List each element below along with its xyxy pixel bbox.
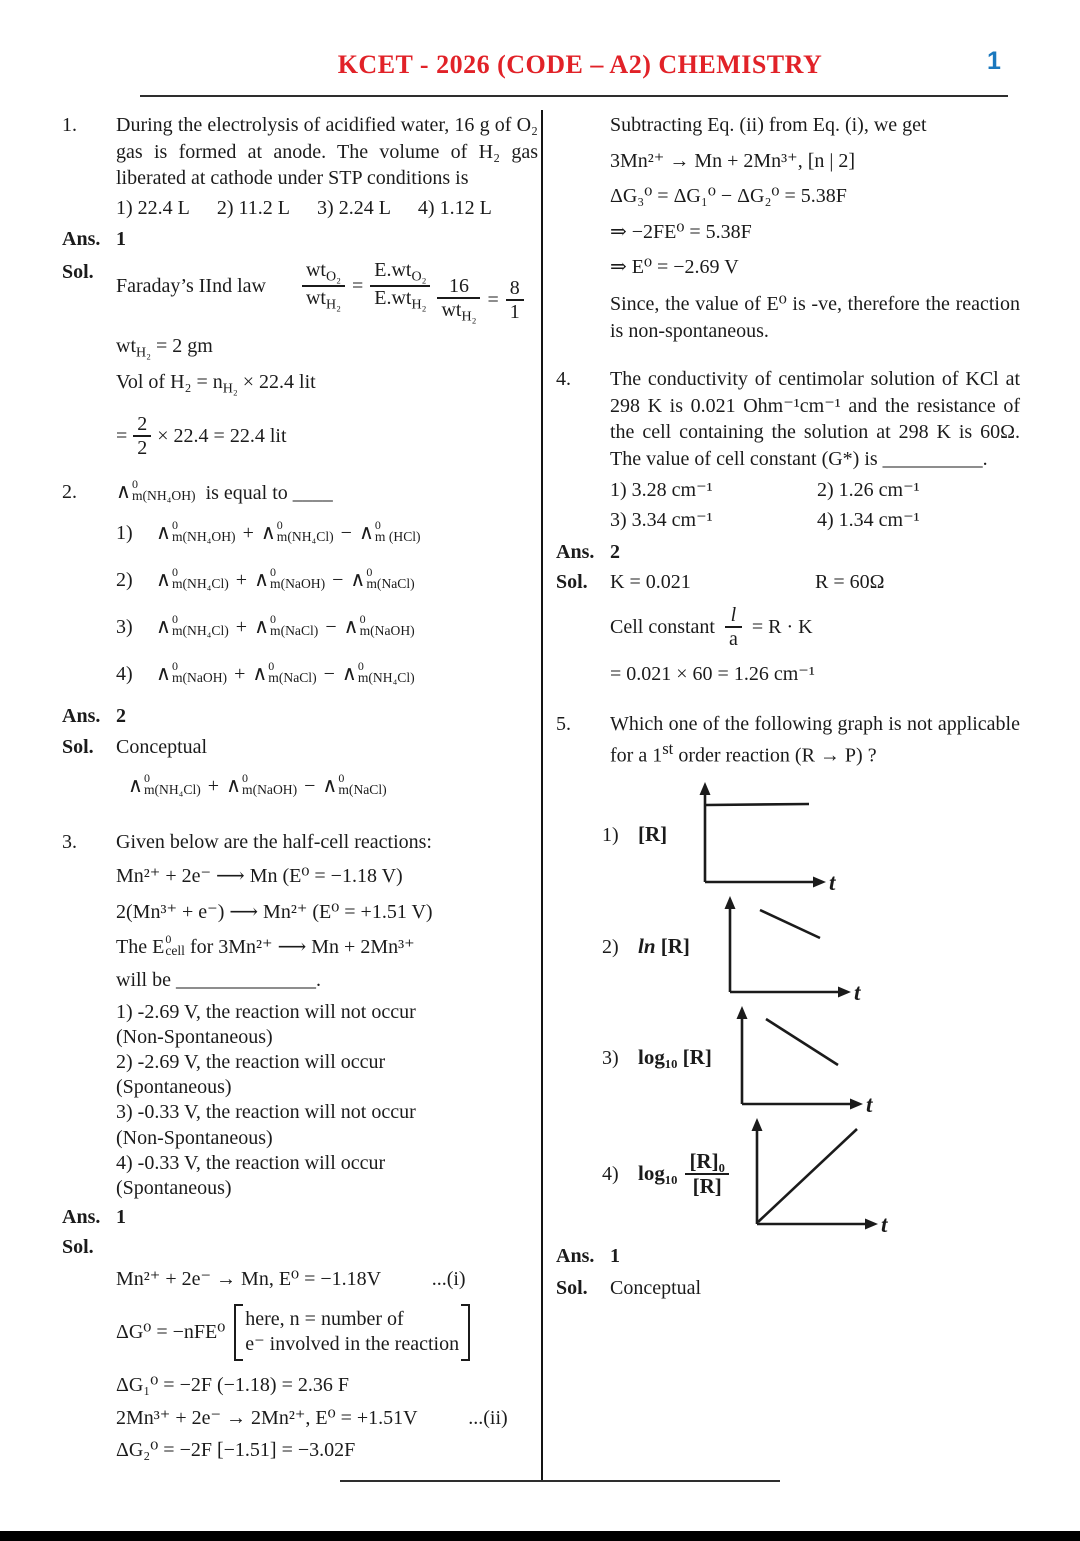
label-rest: [R] — [660, 934, 690, 959]
supsub — [270, 611, 319, 638]
x-axis-label: t — [865, 1092, 873, 1114]
text-pre: The — [116, 936, 148, 959]
frac-den — [302, 285, 345, 313]
answer-2-value: 2 — [116, 705, 126, 728]
frac-den: a — [725, 626, 742, 650]
option-line: (Spontaneous) — [116, 1076, 232, 1099]
supsub — [171, 611, 229, 638]
lambda-sup: 0 — [242, 771, 249, 786]
graph-option-3 — [602, 1003, 1020, 1113]
option-1: 1) 3.28 cm⁻¹ — [610, 478, 713, 501]
question-1-number: 1. — [62, 114, 77, 136]
equation: ΔG⁰ = −nFE⁰ — [116, 1321, 226, 1344]
fraction — [302, 259, 345, 313]
sol3-line: ⇒ −2FE⁰ = 5.38F — [610, 220, 752, 243]
frac-num: [R]₀ — [689, 1148, 725, 1173]
question-4 — [556, 366, 1020, 534]
question-5 — [556, 711, 1020, 769]
graph-3-plot — [726, 1003, 884, 1113]
option-1: 1) 22.4 L — [116, 196, 190, 219]
lambda-symbol: ∧ — [156, 615, 171, 638]
lambda-sub: m(NH₄OH) — [131, 488, 196, 504]
lambda-term — [156, 564, 229, 594]
ans-label: Ans. — [556, 540, 595, 563]
solution-5-text: Conceptual — [610, 1276, 702, 1299]
lambda-sub: m(NH₄Cl) — [276, 528, 334, 544]
solution-5 — [556, 1275, 1020, 1302]
text-pre: Cell constant — [610, 616, 715, 638]
lambda-sub: m(NaOH) — [171, 669, 228, 685]
lambda-sup: 0 — [270, 611, 277, 626]
page-number: 1 — [987, 47, 1001, 75]
lambda-term — [156, 517, 236, 547]
solution-1-line-2 — [437, 275, 523, 326]
lambda-symbol: ∧ — [254, 615, 270, 638]
lambda-symbol: ∧ — [343, 615, 359, 638]
option-4: 4) 1.12 L — [417, 196, 492, 219]
equation: Mn²⁺ + 2e⁻ → Mn, E⁰ = −1.18V — [116, 1268, 381, 1291]
equals-sign: = — [116, 424, 128, 447]
option-line: 1) -2.69 V, the reaction will not occur — [116, 1000, 416, 1023]
supsub — [276, 517, 334, 544]
solution-3-continued — [610, 112, 1020, 344]
lambda-term — [156, 611, 229, 641]
solution-3 — [62, 1234, 538, 1261]
question-2-option-1 — [116, 513, 538, 553]
frac-den-sub: H₂ — [461, 309, 477, 325]
solution-4-line-1 — [610, 569, 1020, 596]
bottom-bar — [0, 1531, 1080, 1541]
lambda-symbol: ∧ — [156, 662, 171, 685]
lambda-sup: 0 — [338, 771, 345, 786]
log-symbol: log₁₀ — [638, 1161, 678, 1186]
lambda-symbol: ∧ — [252, 662, 268, 685]
lambda-sup: 0 — [359, 611, 366, 626]
solution-1-line-4 — [116, 369, 538, 399]
reaction-2: 2(Mn³⁺ + e⁻) ⟶ Mn²⁺ (E⁰ = +1.51 V) — [116, 900, 433, 923]
reaction-1: Mn²⁺ + 2e⁻ ⟶ Mn (E⁰ = −1.18 V) — [116, 865, 403, 888]
plus-sign: + — [235, 569, 248, 592]
text-part: order reaction (R → P) ? — [673, 744, 877, 767]
answer-5 — [556, 1243, 1020, 1270]
lambda-term — [128, 773, 201, 800]
question-2-head — [116, 479, 333, 506]
solution-1 — [62, 259, 538, 459]
solution-3-line-4 — [116, 1405, 538, 1432]
equals-sign: = — [351, 274, 364, 297]
lambda-sub: m(NH₄Cl) — [171, 622, 229, 638]
option-line: 2) -2.69 V, the reaction will occur — [116, 1050, 386, 1073]
lambda-sub: m(NaCl) — [366, 575, 415, 591]
frac-num: 2 — [137, 412, 148, 435]
frac-den-base: wt — [441, 299, 462, 322]
solution-1-line-1 — [116, 259, 430, 313]
question-2-body — [116, 479, 538, 701]
sol3-line: Subtracting Eq. (ii) from Eq. (i), we get — [610, 114, 927, 136]
solution-3-body — [116, 1266, 538, 1464]
equation-tag: ...(i) — [431, 1268, 466, 1291]
lambda-sub: m(NaOH) — [270, 575, 326, 591]
lambda-sub: m(NH₄Cl) — [171, 575, 229, 591]
text-part: Which one of the following graph is not applicable for a 1 — [610, 713, 1020, 767]
x-axis-label: t — [829, 870, 836, 892]
supsub — [374, 517, 421, 544]
supsub — [270, 564, 326, 591]
section-end-rule — [340, 1480, 780, 1482]
lambda-symbol: ∧ — [226, 775, 242, 798]
lambda-sup: 0 — [374, 517, 381, 532]
y-axis-label: log₁₀ [R] — [638, 1045, 712, 1070]
option-number: 3) — [116, 616, 133, 639]
frac-num — [370, 259, 430, 285]
option-4: 4) 1.34 cm⁻¹ — [817, 509, 920, 532]
solution-3-line-3: ΔG₁⁰ = −2F (−1.18) = 2.36 F — [116, 1374, 349, 1397]
lambda-sub: m(NH₄OH) — [171, 528, 236, 544]
frac-den: 1 — [506, 299, 524, 323]
question-4-body — [610, 366, 1020, 534]
solution-4-body — [610, 596, 1020, 687]
option-number: 4) — [602, 1162, 619, 1185]
graph-1-plot — [689, 779, 847, 891]
lambda-sub: m(NH₄Cl) — [143, 782, 201, 798]
lambda-term — [254, 564, 326, 594]
question-1-options — [116, 195, 538, 222]
ans-label: Ans. — [62, 705, 101, 728]
frac-den-base: wt — [305, 287, 326, 310]
supsub — [268, 658, 317, 685]
solution-1-line-3 — [116, 333, 538, 363]
equation-tag: ...(ii) — [468, 1406, 508, 1429]
lambda-sup: 0 — [270, 564, 277, 579]
option-2: 2) 1.26 cm⁻¹ — [817, 478, 920, 501]
x-axis-label: t — [880, 1212, 888, 1234]
plus-sign: + — [234, 663, 246, 686]
solution-3-line-2 — [116, 1304, 470, 1361]
question-3 — [62, 829, 538, 1201]
equals-sign: = — [487, 288, 499, 311]
math-sub: cell — [165, 943, 185, 959]
lambda-symbol: ∧ — [128, 775, 143, 798]
option-number: 1) — [116, 522, 133, 545]
question-2-option-3 — [116, 607, 538, 647]
lambda-term — [260, 517, 334, 547]
sol-label: Sol. — [62, 260, 94, 283]
lambda-symbol: ∧ — [341, 662, 357, 685]
lambda-sup: 0 — [171, 564, 178, 579]
math-sub: H₂ — [136, 345, 151, 361]
supsub — [171, 564, 229, 591]
lambda-sup: 0 — [357, 658, 364, 673]
question-4-options — [610, 477, 1020, 534]
header-rule — [140, 95, 1008, 97]
option-3: 3) 2.24 L — [317, 196, 391, 219]
answer-1-value: 1 — [116, 228, 126, 251]
page-title: KCET - 2026 (CODE – A2) CHEMISTRY — [337, 50, 823, 79]
graph-option-2 — [602, 893, 1020, 1001]
answer-4-value: 2 — [610, 540, 620, 563]
cell-constant-line — [610, 604, 813, 651]
frac-den: 2 — [133, 435, 151, 459]
answer-1 — [62, 226, 538, 253]
answer-3-value: 1 — [116, 1206, 126, 1229]
lambda-sub: m(NaOH) — [242, 782, 298, 798]
math-pre: Vol of H₂ — [116, 371, 192, 394]
frac-num-base: E.wt — [374, 258, 412, 281]
equation: 2Mn³⁺ + 2e⁻ → 2Mn²⁺, E⁰ = +1.51V — [116, 1406, 418, 1429]
question-1-body — [116, 112, 538, 221]
ans-label: Ans. — [556, 1245, 595, 1268]
column-divider — [541, 110, 543, 1481]
question-2-option-2 — [116, 560, 538, 600]
sol-label: Sol. — [556, 1276, 588, 1299]
math-rest: = 2 gm — [156, 335, 213, 358]
frac-num: 8 — [509, 276, 520, 299]
text-post: = R · K — [751, 616, 813, 638]
text-post: for 3Mn²⁺ ⟶ Mn + 2Mn³⁺ — [189, 936, 415, 959]
frac-num — [302, 259, 345, 285]
lambda-sub: m(NaCl) — [268, 669, 317, 685]
graph-2-plot — [714, 893, 872, 1001]
supsub — [165, 934, 185, 958]
solution-2-equation — [116, 767, 538, 807]
lambda-term — [350, 564, 415, 594]
option-line: (Spontaneous) — [116, 1176, 232, 1199]
math-post: × 22.4 lit — [242, 371, 316, 394]
option-2: 2) 11.2 L — [216, 196, 291, 219]
minus-sign: − — [340, 522, 352, 545]
lambda-sub: m (HCl) — [374, 528, 421, 544]
supsub — [338, 773, 386, 797]
sol3-line: 3Mn²⁺ → Mn + 2Mn³⁺, [n | 2] — [610, 149, 856, 172]
lambda-sup: 0 — [171, 517, 178, 532]
answer-4 — [556, 539, 1020, 566]
question-3-number: 3. — [62, 830, 77, 853]
sol3-line: ΔG₃⁰ = ΔG₁⁰ − ΔG₂⁰ = 5.38F — [610, 185, 847, 208]
lambda-sup: 0 — [143, 771, 150, 786]
frac-num-sub: O₂ — [325, 269, 341, 285]
question-3-options — [116, 1000, 538, 1202]
ecell-term — [152, 934, 185, 961]
ecell-line — [116, 934, 538, 961]
math-mid: = n — [196, 371, 223, 394]
frac-den — [370, 285, 430, 313]
supsub — [171, 658, 228, 685]
lambda-sub: m(NH₄Cl) — [357, 669, 415, 685]
ans-label: Ans. — [62, 228, 101, 251]
solution-1-body — [116, 259, 538, 459]
sol-label: Sol. — [62, 1235, 94, 1258]
lambda-sup: 0 — [131, 477, 138, 492]
ordinal-sup: st — [662, 738, 674, 758]
minus-sign: − — [304, 775, 316, 798]
option-line: (Non-Spontaneous) — [116, 1025, 273, 1048]
fraction — [370, 259, 430, 313]
option-number: 1) — [602, 823, 619, 846]
supsub — [357, 658, 415, 685]
supsub — [359, 611, 415, 638]
lambda-sub: m(NaOH) — [359, 622, 415, 638]
question-3-intro: Given below are the half-cell reactions: — [116, 830, 432, 853]
bracket-note — [234, 1304, 470, 1361]
fraction — [506, 277, 524, 324]
supsub — [132, 479, 196, 503]
r-value: R = 60Ω — [815, 571, 885, 594]
ln-symbol: ln — [638, 934, 656, 959]
frac-num-sub: O₂ — [411, 269, 427, 285]
question-2-number: 2. — [62, 481, 77, 504]
option-number: 2) — [116, 569, 133, 592]
solution-4 — [556, 569, 1020, 596]
math-base: wt — [116, 335, 136, 358]
left-column — [62, 112, 538, 1470]
answer-5-value: 1 — [610, 1245, 620, 1268]
fraction — [437, 275, 480, 326]
frac-num: l — [730, 603, 737, 626]
minus-sign: − — [325, 616, 337, 639]
lambda-sup: 0 — [171, 658, 178, 673]
lambda-sup: 0 — [171, 611, 178, 626]
lambda-term — [322, 773, 386, 800]
question-4-text: The conductivity of centimolar solution of KCl at 298 K is 0.021 Ohm⁻¹cm⁻¹ and the resistance of the cell containing the solution at 298 K is 60Ω. The value of cell constant (G*) is __________. — [610, 368, 1020, 470]
ans-label: Ans. — [62, 1206, 101, 1229]
option-line: 3) -0.33 V, the reaction will not occur — [116, 1101, 416, 1124]
supsub — [242, 773, 297, 797]
lambda-sub: m(NaCl) — [338, 782, 387, 798]
solution-1-line-5 — [116, 413, 287, 460]
lambda-symbol: ∧ — [254, 568, 270, 591]
plus-sign: + — [207, 775, 220, 798]
option-number: 3) — [602, 1046, 619, 1069]
y-axis-label — [638, 1150, 729, 1199]
lambda-term — [116, 479, 196, 506]
lambda-symbol: ∧ — [358, 521, 374, 544]
sol3-line: ⇒ E⁰ = −2.69 V — [610, 256, 739, 279]
faraday-equation — [302, 259, 431, 313]
question-5-number: 5. — [556, 713, 571, 736]
option-3: 3) 3.34 cm⁻¹ — [610, 509, 713, 532]
right-column — [556, 112, 1020, 1301]
math-post: × 22.4 = 22.4 lit — [157, 424, 287, 447]
option-number: 4) — [116, 663, 133, 686]
supsub — [366, 564, 415, 591]
lambda-symbol: ∧ — [156, 568, 171, 591]
lambda-term — [156, 658, 228, 688]
question-1 — [62, 112, 538, 221]
lambda-sub: m(NaCl) — [270, 622, 319, 638]
solution-3-line-1 — [116, 1266, 538, 1293]
option-line: (Non-Spontaneous) — [116, 1126, 273, 1149]
plus-sign: + — [242, 522, 254, 545]
lambda-term — [343, 611, 415, 641]
solution-2 — [62, 734, 538, 761]
question-2-text: is equal to ____ — [205, 481, 333, 504]
supsub — [171, 517, 236, 544]
plus-sign: + — [235, 616, 248, 639]
sol3-conclusion: Since, the value of E⁰ is -ve, therefore the reaction is non-spontaneous. — [610, 292, 1020, 342]
math-sub: H₂ — [222, 381, 238, 397]
lambda-sup: 0 — [276, 517, 283, 532]
sol-label: Sol. — [62, 736, 94, 758]
bracket-line: here, n = number of — [245, 1307, 404, 1330]
lambda-term — [252, 658, 317, 688]
frac-num: 16 — [448, 274, 469, 297]
k-value: K = 0.021 — [610, 571, 691, 594]
lambda-symbol: ∧ — [116, 481, 131, 504]
lambda-symbol: ∧ — [350, 568, 366, 591]
solution-2-text: Conceptual — [116, 736, 208, 758]
lambda-term — [358, 517, 421, 547]
graph-option-4 — [602, 1115, 1020, 1233]
minus-sign: − — [323, 663, 335, 686]
question-3-body — [116, 829, 538, 1201]
frac-den-sub: H₂ — [325, 297, 341, 313]
supsub — [144, 773, 201, 797]
lambda-symbol: ∧ — [156, 521, 171, 544]
math-sup: 0 — [165, 932, 172, 947]
solution-4-result: = 0.021 × 60 = 1.26 cm⁻¹ — [610, 662, 815, 685]
graph-4-plot — [741, 1115, 899, 1233]
sol-label: Sol. — [556, 571, 588, 594]
lambda-term — [254, 611, 319, 641]
lambda-sup: 0 — [268, 658, 275, 673]
graph-option-1 — [602, 779, 1020, 891]
question-2 — [62, 479, 538, 701]
question-5-text — [610, 711, 1020, 769]
answer-2 — [62, 703, 538, 730]
math-base: E — [152, 936, 165, 959]
solution-3-line-5: ΔG₂⁰ = −2F [−1.51] = −3.02F — [116, 1439, 356, 1462]
lambda-symbol: ∧ — [322, 775, 338, 798]
question-2-option-4 — [116, 654, 538, 694]
lambda-symbol: ∧ — [260, 521, 276, 544]
lambda-term — [226, 773, 297, 800]
bracket-line: e⁻ involved in the reaction — [245, 1333, 460, 1356]
fraction — [725, 604, 742, 651]
solution-1-intro: Faraday’s IInd law — [116, 274, 266, 297]
y-axis-label: [R] — [638, 822, 668, 847]
option-number: 2) — [602, 935, 619, 958]
fraction — [133, 413, 151, 460]
x-axis-label: t — [853, 980, 861, 1002]
question-5-body — [610, 711, 1020, 769]
option-line: 4) -0.33 V, the reaction will occur — [116, 1151, 386, 1174]
y-axis-label — [638, 933, 690, 961]
frac-den: [R] — [685, 1173, 728, 1199]
lambda-term — [341, 658, 415, 688]
question-3-blank: will be ______________. — [116, 968, 321, 991]
lambda-sup: 0 — [366, 564, 373, 579]
question-1-text: During the electrolysis of acidified water, 16 g of O₂ gas is formed at anode. The volume of H₂ gas liberated at cathode under STP conditions is — [116, 114, 538, 190]
minus-sign: − — [332, 569, 344, 592]
answer-3 — [62, 1204, 538, 1231]
frac-num-base: wt — [305, 258, 326, 281]
fraction — [685, 1150, 728, 1199]
question-4-number: 4. — [556, 368, 571, 391]
frac-den-sub: H₂ — [411, 297, 427, 313]
lambda-equation — [128, 767, 538, 807]
frac-den-base: E.wt — [374, 287, 412, 310]
frac-den — [437, 297, 480, 325]
